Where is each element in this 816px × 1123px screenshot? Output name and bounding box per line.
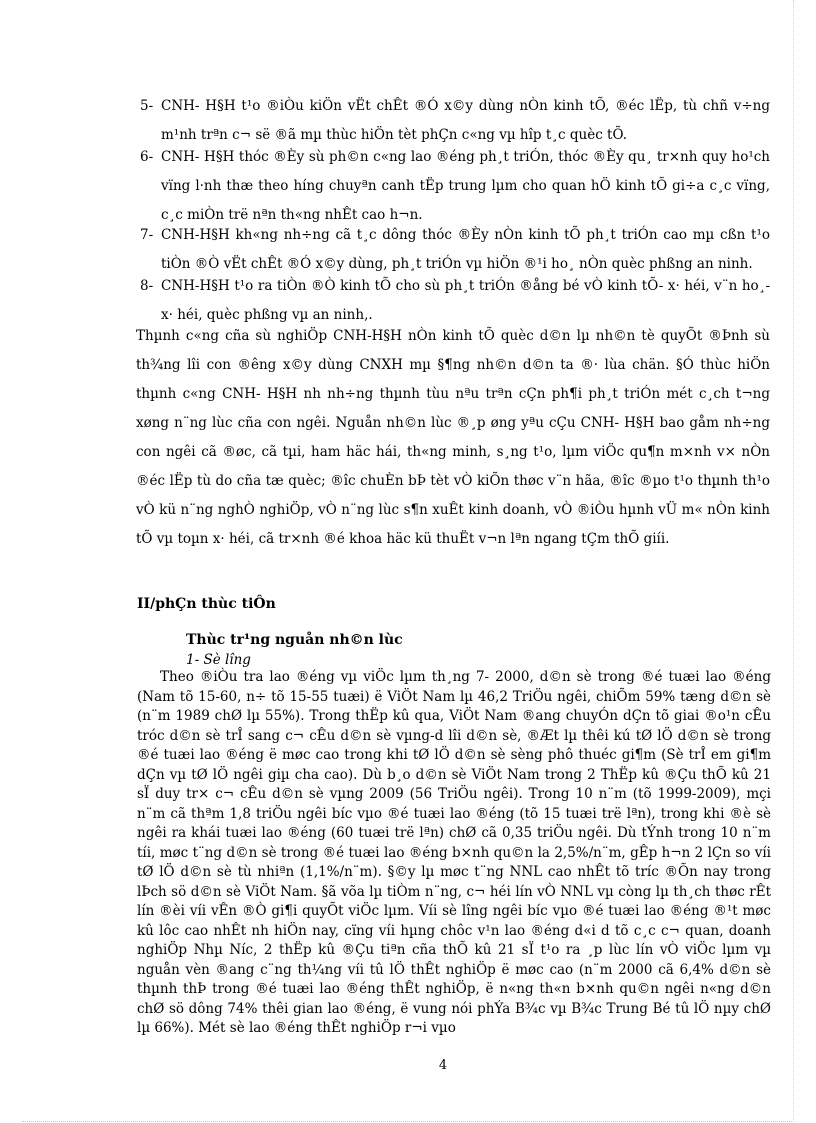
page-number: 4 <box>438 1058 448 1073</box>
section-heading: II/phÇn thùc tiÔn <box>137 596 276 612</box>
page-bottom-rule <box>22 1121 794 1122</box>
list-item-number: 7- <box>140 227 154 243</box>
list-item-number: 8- <box>140 278 154 294</box>
list-item-number: 5- <box>140 98 154 114</box>
list-item-number: 6- <box>140 149 154 165</box>
sub-sub-heading: 1- Sè lîng <box>186 652 251 668</box>
list-item-text: CNH-H§H kh«ng nh÷ng cã t¸c dông thóc ®Èy nÒn kinh tÕ ph¸t triÓn cao mµ cßn t¹o tiÒn ®Ò vËt chÊt ®Ó x©y dùng, ph¸t triÓn vµ hiÖn ®¹i ho¸ nÒn quèc phßng an ninh. <box>161 227 770 272</box>
list-item-text: CNH-H§H t¹o ra tiÒn ®Ò kinh tÕ cho sù ph¸t triÓn ®ång bé vÒ kinh tÕ- x· héi, v¨n ho¸- x· héi, quèc phßng vµ an ninh,. <box>161 278 770 323</box>
list-item-text: CNH- H§H thóc ®Èy sù ph©n c«ng lao ®éng ph¸t triÓn, thóc ®Èy qu¸ tr×nh quy ho¹ch vïng l·nh thæ theo híng chuyªn canh tËp trung lµm cho quan hÖ kinh tÕ gi÷a c¸c vïng, c¸c miÒn trë nªn th«ng nhÊt cao h¬n. <box>161 149 770 223</box>
list-item <box>140 143 770 230</box>
list-item <box>140 221 770 279</box>
body-paragraph: Theo ®iÒu tra lao ®éng vµ viÖc lµm th¸ng 7- 2000, d©n sè trong ®é tuæi lao ®éng (Nam tõ 15-60, n÷ tõ 15-55 tuæi) ë ViÖt Nam lµ 46,2 TriÖu ngêi, chiÕm 59% tæng d©n sè (n¨m 1989 chØ lµ 55%). Trong thËp kû qua, ViÖt Nam ®ang chuyÓn dÇn tõ giai ®o¹n cÊu tróc d©n sè trÎ sang c¬ cÊu d©n sè vµng-d lîi d©n sè, ®Æt lµ thêi kú tØ lÖ d©n sè trong ®é tuæi lao ®éng ë møc cao trong khi tØ lÖ d©n sè sèng phô thuéc gi¶m (Sè trÎ em gi¶m dÇn vµ tØ lÖ ngêi giµ cha cao). Dù b¸o d©n sè ViÖt Nam trong 2 ThËp kû ®Çu thÕ kû 21 sÏ duy tr× c¬ cÊu d©n sè vµng 2009 (56 TriÖu ngêi). Trong 10 n¨m (tõ 1999-2009), mçi n¨m cã thªm 1,8 triÖu ngêi bíc vµo ®é tuæi lao ®éng (tõ 15 tuæi trë lªn), trong khi ®è sè ngêi ra khái tuæi lao ®éng (60 tuæi trë lªn) chØ cã 0,35 triÖu ngêi. Dù tÝnh trong 10 n¨m tíi, møc t¨ng d©n sè trong ®é tuæi lao ®éng b×nh qu©n la 2,5%/n¨m, gÊp h¬n 2 lÇn so víi tØ lÖ d©n sè tù nhiªn (1,1%/n¨m). §©y lµ møc t¨ng NNL cao nhÊt tõ tríc ®Õn nay trong lÞch sö d©n sè ViÖt Nam. §ã võa lµ tiÒm n¨ng, c¬ héi lín vÒ NNL vµ còng lµ th¸ch thøc rÊt lín ®èi víi vÊn ®Ò gi¶i quyÕt viÖc lµm. Víi sè lîng ngêi bíc vµo ®é tuæi lao ®éng ®¹t møc kû lôc cao nhÊt nh hiÖn nay, cïng víi hµng chôc v¹n lao ®éng d«i d tõ c¸c c¬ quan, doanh nghiÖp Nhµ Níc, 2 thËp kû ®Çu tiªn cña thÕ kû 21 sÏ t¹o ra ¸p lùc lín vÒ viÖc lµm vµ nguån vèn ®ang c¨ng th¼ng víi tû lÖ thÊt nghiÖp ë møc cao (n¨m 2000 cã 6,4% d©n sè thµnh thÞ trong ®é tuæi lao ®éng thÊt nghiÖp, ë n«ng th«n b×nh qu©n ngêi n«ng d©n chØ sö dông 74% thêi gian lao ®éng, ë vung nói phÝa B¾c vµ B¾c Trung Bé tû lÖ nµy chØ lµ 66%). Mét sè lao ®éng thÊt nghiÖp r¬i vµo <box>137 669 771 1036</box>
list-item <box>140 92 770 150</box>
sub-heading: Thùc tr¹ng nguån nh©n lùc <box>186 632 403 648</box>
body-paragraph: Thµnh c«ng cña sù nghiÖp CNH-H§H nÒn kinh tÕ quèc d©n lµ nh©n tè quyÕt ®Þnh sù th¾ng lîi con ®êng x©y dùng CNXH mµ §¶ng nh©n d©n ta ®· lùa chän. §Ó thùc hiÖn thµnh c«ng CNH- H§H nh nh÷ng thµnh tùu nªu trªn cÇn ph¶i ph¸t triÓn mét c¸ch t¬ng xøng n¨ng lùc cña con ngêi. Nguån nh©n lùc ®¸p øng yªu cÇu CNH- H§H bao gåm nh÷ng con ngêi cã ®øc, cã tµi, ham häc hái, th«ng minh, s¸ng t¹o, lµm viÖc qu¶n m×nh v× nÒn ®éc lËp tù do cña tæ quèc; ®îc chuÈn bÞ tèt vÒ kiÕn thøc v¨n hãa, ®îc ®µo t¹o thµnh th¹o vÒ kü n¨ng nghÒ nghiÖp, vÒ n¨ng lùc s¶n xuÊt kinh doanh, vÒ ®iÒu hµnh vÜ m« nÒn kinh tÕ vµ toµn x· héi, cã tr×nh ®é khoa häc kü thuËt v¬n lªn ngang tÇm thÕ giíi. <box>136 328 770 547</box>
page-right-rule <box>793 0 794 1122</box>
list-item-text: CNH- H§H t¹o ®iÒu kiÖn vËt chÊt ®Ó x©y dùng nÒn kinh tÕ, ®éc lËp, tù chñ v÷ng m¹nh trªn c¬ së ®ã mµ thùc hiÖn tèt phÇn c«ng vµ hîp t¸c quèc tÕ. <box>161 98 770 143</box>
